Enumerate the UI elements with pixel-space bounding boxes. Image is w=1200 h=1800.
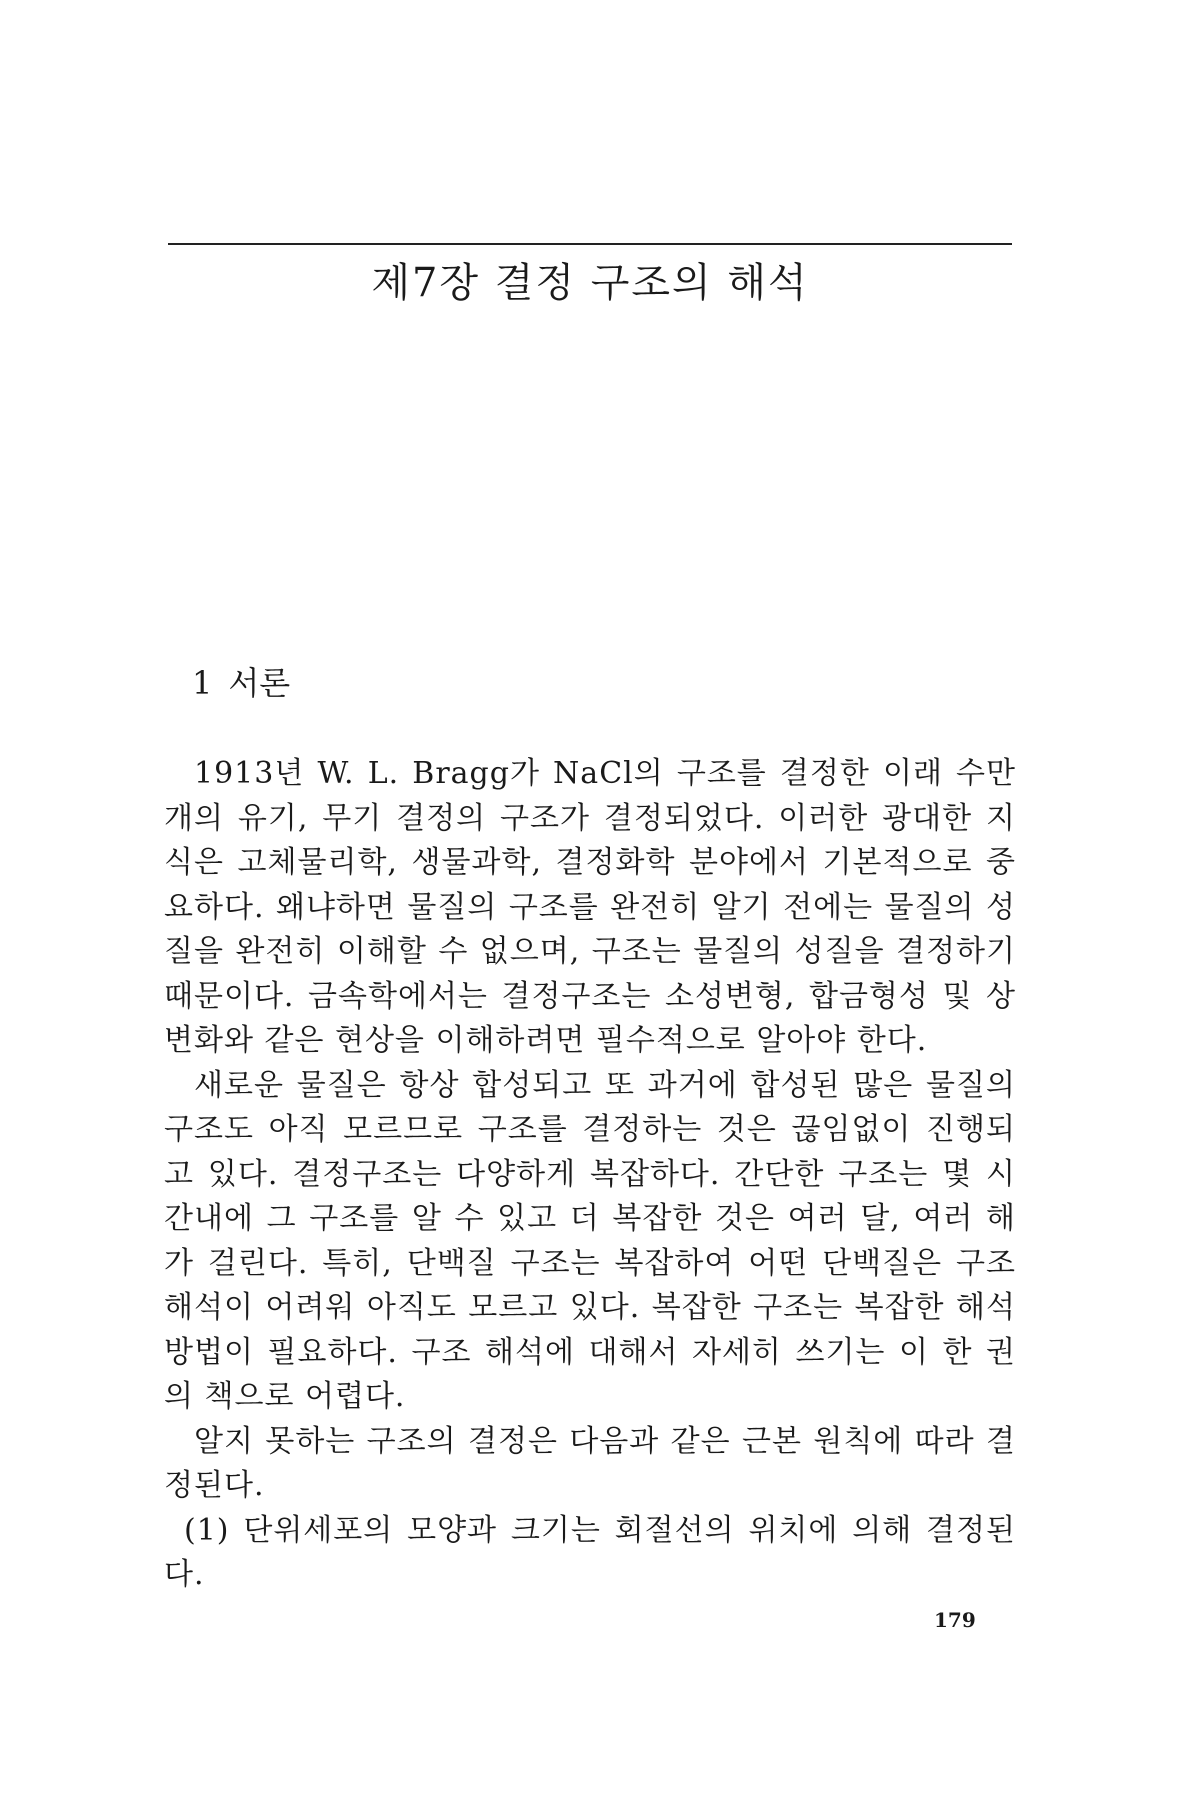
section-title: 서론 [228,664,291,702]
paragraph-2: 새로운 물질은 항상 합성되고 또 과거에 합성된 많은 물질의 구조도 아직 모르므로 구조를 결정하는 것은 끊임없이 진행되고 있다. 결정구조는 다양하게 복잡하다. 간단한 구조는 몇 시간내에 그 구조를 알 수 있고 더 복잡한 것은 여러 달, 여러 해가 걸린다. 특히, 단백질 구조는 복잡하여 어떤 단백질은 구조 해석이 어려워 아직도 모르고 있다. 복잡한 구조는 복잡한 해석 방법이 필요하다. 구조 해석에 대해서 자세히 쓰기는 이 한 권의 책으로 어렵다. [164,1067,1016,1414]
chapter-top-rule [168,243,1012,245]
section-number: 1 [192,664,213,702]
chapter-title: 제7장 결정 구조의 해석 [371,260,809,306]
body-text [164,752,1016,1598]
paragraph-3: 알지 못하는 구조의 결정은 다음과 같은 근본 원칙에 따라 결정된다. [164,1423,1016,1503]
page-number: 179 [934,1608,976,1632]
list-item-1: (1) 단위세포의 모양과 크기는 회절선의 위치에 의해 결정된다. [164,1512,1016,1592]
paragraph-1: 1913년 W. L. Bragg가 NaCl의 구조를 결정한 이래 수만 개의 유기, 무기 결정의 구조가 결정되었다. 이러한 광대한 지식은 고체물리학, 생물과학, 결정화학 분야에서 기본적으로 중요하다. 왜냐하면 물질의 구조를 완전히 알기 전에는 물질의 성질을 완전히 이해할 수 없으며, 구조는 물질의 성질을 결정하기 때문이다. 금속학에서는 결정구조는 소성변형, 합금형성 및 상변화와 같은 현상을 이해하려면 필수적으로 알아야 한다. [164,756,1016,1058]
section-heading [192,663,290,703]
